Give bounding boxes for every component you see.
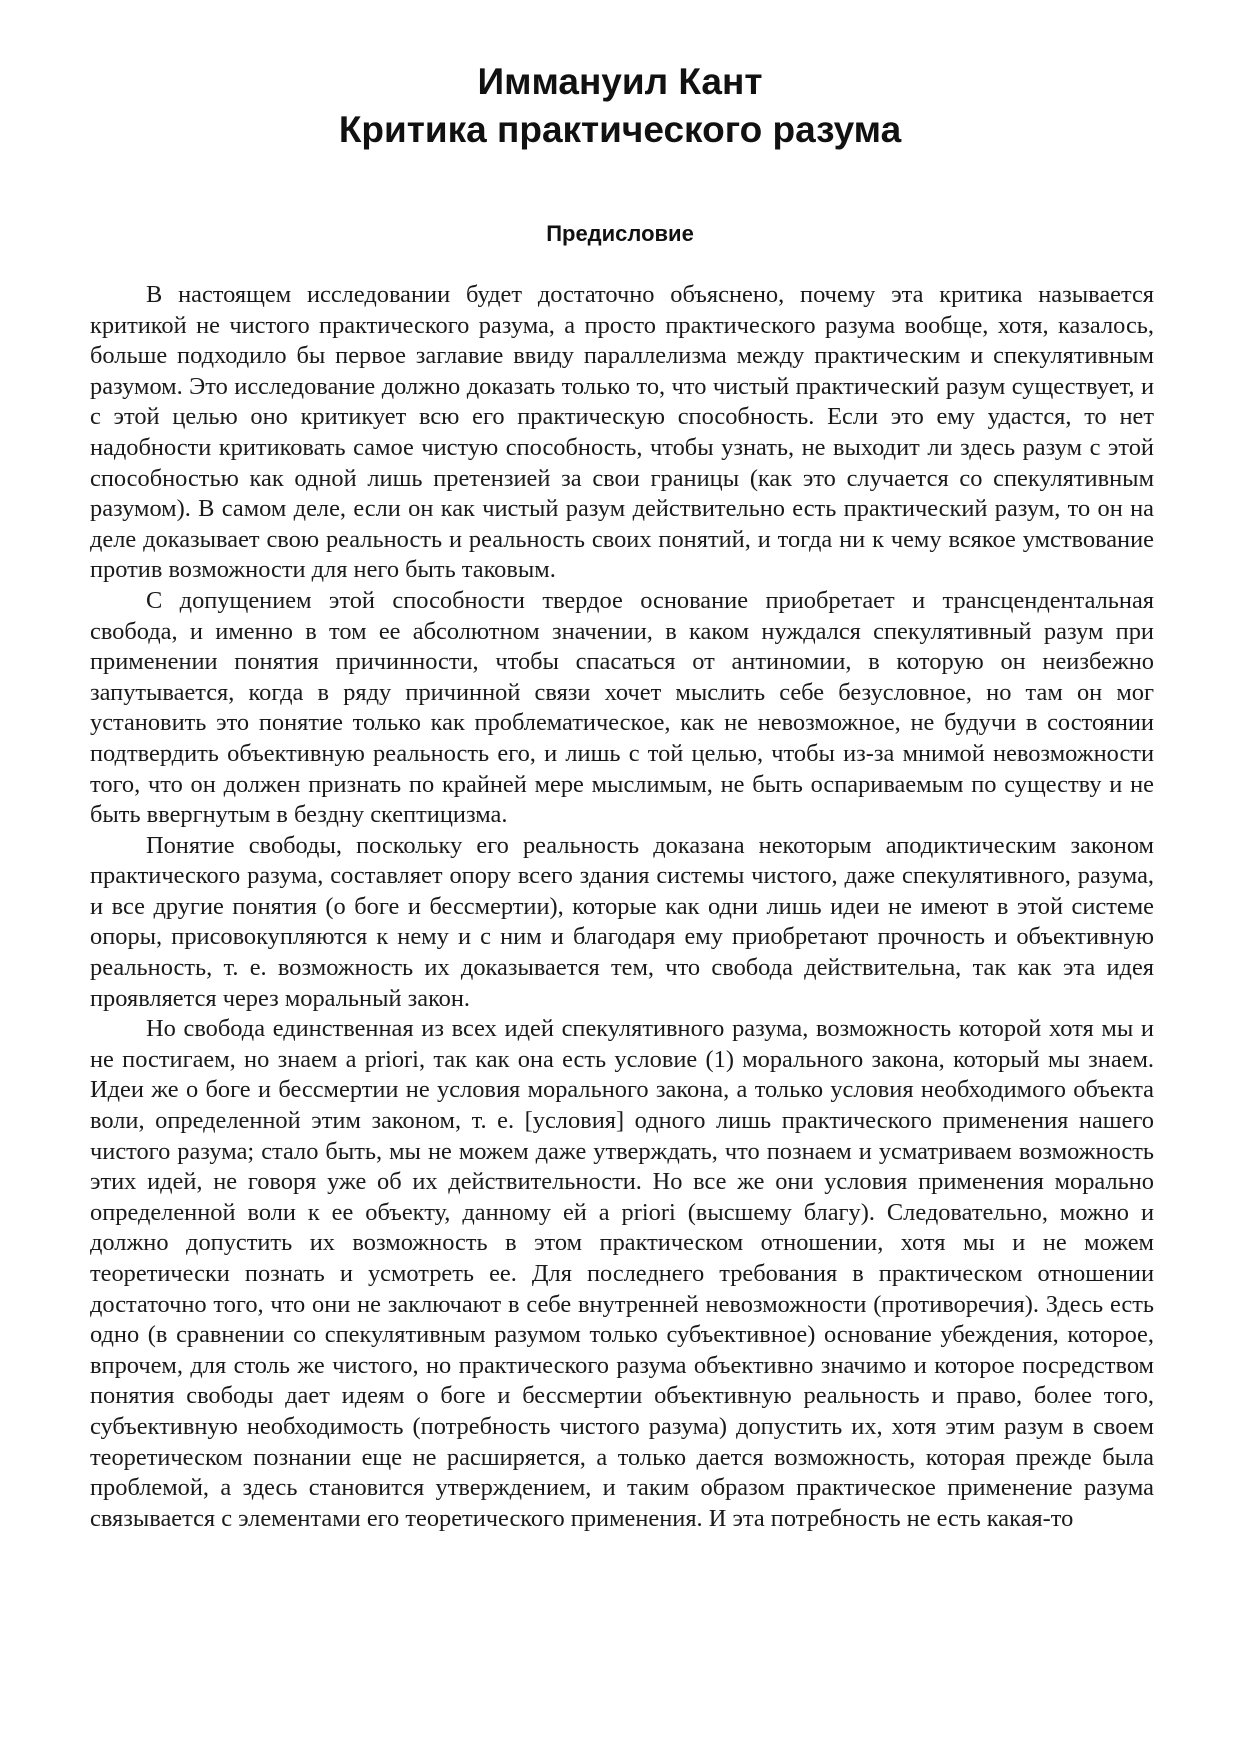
paragraph-2: С допущением этой способности твердое основание приобретает и трансцендентальная свобода, и именно в том ее абсолютном значении, в каком нуждался спекулятивный разум при применении понятия причинности, чтобы спасаться от антиномии, в которую он неизбежно запутывается, когда в ряду причинной связи хочет мыслить себе безусловное, но там он мог установить это понятие только как проблематическое, как не невозможное, не будучи в состоянии подтвердить объективную реальность его, и лишь с той целью, чтобы из-за мнимой невозможности того, что он должен признать по крайней мере мыслимым, не быть оспариваемым по существу и не быть ввергнутым в бездну скептицизма. bbox=[90, 586, 1154, 829]
paragraph-3: Понятие свободы, поскольку его реальность доказана некоторым аподиктическим законом практического разума, составляет опору всего здания системы чистого, даже спекулятивного, разума, и все другие понятия (о боге и бессмертии), которые как одни лишь идеи не имеют в этой системе опоры, присовокупляются к нему и с ним и благодаря ему приобретают прочность и объективную реальность, т. е. возможность их доказывается тем, что свобода действительна, так как эта идея проявляется через моральный закон. bbox=[90, 831, 1154, 1012]
title-block bbox=[0, 58, 1240, 154]
body-text bbox=[90, 280, 1154, 1534]
section-heading: Предисловие bbox=[546, 221, 694, 246]
paragraph-4: Но свобода единственная из всех идей спекулятивного разума, возможность которой хотя мы и не постигаем, но знаем a priori, так как она есть условие (1) морального закона, который мы знаем. Идеи же о боге и бессмертии не условия морального закона, а только условия необходимого объекта воли, определенной этим законом, т. е. [условия] одного лишь практического применения нашего чистого разума; стало быть, мы не можем даже утверждать, что познаем и усматриваем возможность этих идей, не говоря уже об их действительности. Но все же они условия применения морально определенной воли к ее объекту, данному ей a priori (высшему благу). Следовательно, можно и должно допустить их возможность в этом практическом отношении, хотя мы и не можем теоретически познать и усмотреть ее. Для последнего требования в практическом отношении достаточно того, что они не заключают в себе внутренней невозможности (противоречия). Здесь есть одно (в сравнении со спекулятивным разумом только субъективное) основание убеждения, которое, впрочем, для столь же чистого, но практического разума объективно значимо и которое посредством понятия свободы дает идеям о боге и бессмертии объективную реальность и право, более того, субъективную необходимость (потребность чистого разума) допустить их, хотя этим разум в своем теоретическом познании еще не расширяется, а только дается возможность, которая прежде была проблемой, а здесь становится утверждением, и таким образом практическое применение разума связывается с элементами его теоретического применения. И эта потребность не есть какая-то bbox=[90, 1015, 1154, 1532]
book-title: Критика практического разума bbox=[338, 109, 902, 150]
author-name: Иммануил Кант bbox=[477, 61, 763, 102]
paragraph-1: В настоящем исследовании будет достаточно объяснено, почему эта критика называется критикой не чистого практического разума, а просто практического разума вообще, хотя, казалось, больше подходило бы первое заглавие ввиду параллелизма между практическим и спекулятивным разумом. Это исследование должно доказать только то, что чистый практический разум существует, и с этой целью оно критикует всю его практическую способность. Если это ему удастся, то нет надобности критиковать самое чистую способность, чтобы узнать, не выходит ли здесь разум с этой способностью как одной лишь претензией за свои границы (как это случается со спекулятивным разумом). В самом деле, если он как чистый разум действительно есть практический разум, то он на деле доказывает свою реальность и реальность своих понятий, и тогда ни к чему всякое умствование против возможности для него быть таковым. bbox=[90, 281, 1154, 584]
